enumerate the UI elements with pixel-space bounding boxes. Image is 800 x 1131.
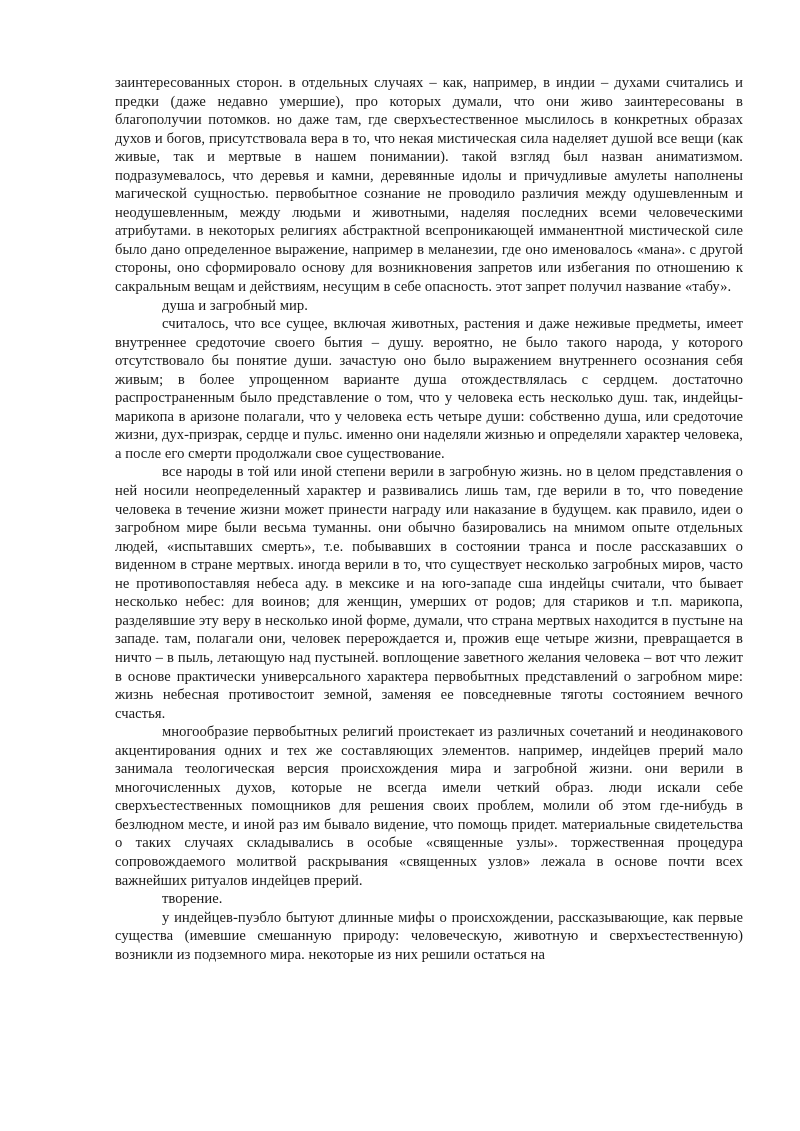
document-body — [115, 74, 743, 964]
paragraph-pueblo-myths: у индейцев-пуэбло бытуют длинные мифы о происхождении, рассказывающие, как первые существа (имевшие смешанную природу: человеческую, животную и сверхъестественную) возникли из подземного мира. некоторые из них решили остаться на — [115, 909, 743, 963]
section-heading-creation: творение. — [162, 891, 223, 908]
paragraph-continuation: заинтересованных сторон. в отдельных случаях – как, например, в индии – духами считались и предки (даже недавно умершие), про которых думали, что они живо заинтересованы в благополучии потомков. но даже там, где сверхъестественное мыслилось в конкретных образах духов и богов, присутствовала вера в то, что некая мистическая сила наделяет душой все вещи (как живые, так и мертвые в нашем понимании). такой взгляд был назван аниматизмом. подразумевалось, что деревья и камни, деревянные идолы и причудливые амулеты наполнены магической сущностью. первобытное сознание не проводило различия между одушевленным и неодушевленным, между людьми и животными, наделяя последних всеми человеческими атрибутами. в некоторых религиях абстрактной всепроникающей имманентной мистической силе было дано определенное выражение, например в меланезии, где оно именовалось «мана». с другой стороны, оно сформировало основу для возникновения запретов или избегания по отношению к сакральным вещам и действиям, несущим в себе опасность. этот запрет получил название «табу». — [115, 75, 743, 296]
paragraph-diversity: многообразие первобытных религий проистекает из различных сочетаний и неодинакового акцентирования одних и тех же составляющих элементов. например, индейцев прерий мало занимала теологическая версия происхождения мира и загробной жизни. они верили в многочисленных духов, которые не всегда имели четкий образ. люди искали себе сверхъестественных помощников для решения своих проблем, молили об этом где-нибудь в безлюдном месте, и иной раз им бывало видение, что помощь придет. материальные свидетельства о таких случаях складывались в особые «священные узлы». торжественная процедура сопровождаемого молитвой раскрывания «священных узлов» лежала в основе почти всех важнейших ритуалов индейцев прерий. — [115, 724, 743, 889]
paragraph-soul: считалось, что все сущее, включая животных, растения и даже неживые предметы, имеет внутреннее средоточие своего бытия – душу. вероятно, не было такого народа, у которого отсутствовало бы понятие души. зачастую оно было выражением внутреннего осознания себя живым; в более упрощенном варианте душа отождествлялась с сердцем. достаточно распространенным было представление о том, что у человека есть несколько душ. так, индейцы-марикопа в аризоне полагали, что у человека есть четыре души: собственно душа, или средоточие жизни, дух-призрак, сердце и пульс. именно они наделяли жизнью и определяли характер человека, а после его смерти продолжали свое существование. — [115, 316, 743, 462]
paragraph-afterlife: все народы в той или иной степени верили в загробную жизнь. но в целом представления о ней носили неопределенный характер и развивались лишь там, где верили в то, что поведение человека в течение жизни может принести награду или наказание в будущем. как правило, идеи о загробном мире были весьма туманны. они обычно базировались на мнимом опыте отдельных людей, «испытавших смерть», т.е. побывавших в состоянии транса и после рассказавших о виденном в стране мертвых. иногда верили в то, что существует несколько загробных миров, часто не противопоставляя небеса аду. в мексике и на юго-западе сша индейцы считали, что бывает несколько небес: для воинов; для женщин, умерших от родов; для стариков и т.п. марикопа, разделявшие эту веру в несколько иной форме, думали, что страна мертвых находится в пустыне на западе. там, полагали они, человек перерождается и, прожив еще четыре жизни, превращается в ничто – в пыль, летающую над пустыней. воплощение заветного желания человека – вот что лежит в основе практически универсального характера первобытных представлений о загробном мире: жизнь небесная противостоит земной, заменяя ее повседневные тяготы состоянием вечного счастья. — [115, 464, 743, 722]
section-heading-soul-afterlife: душа и загробный мир. — [162, 297, 308, 314]
